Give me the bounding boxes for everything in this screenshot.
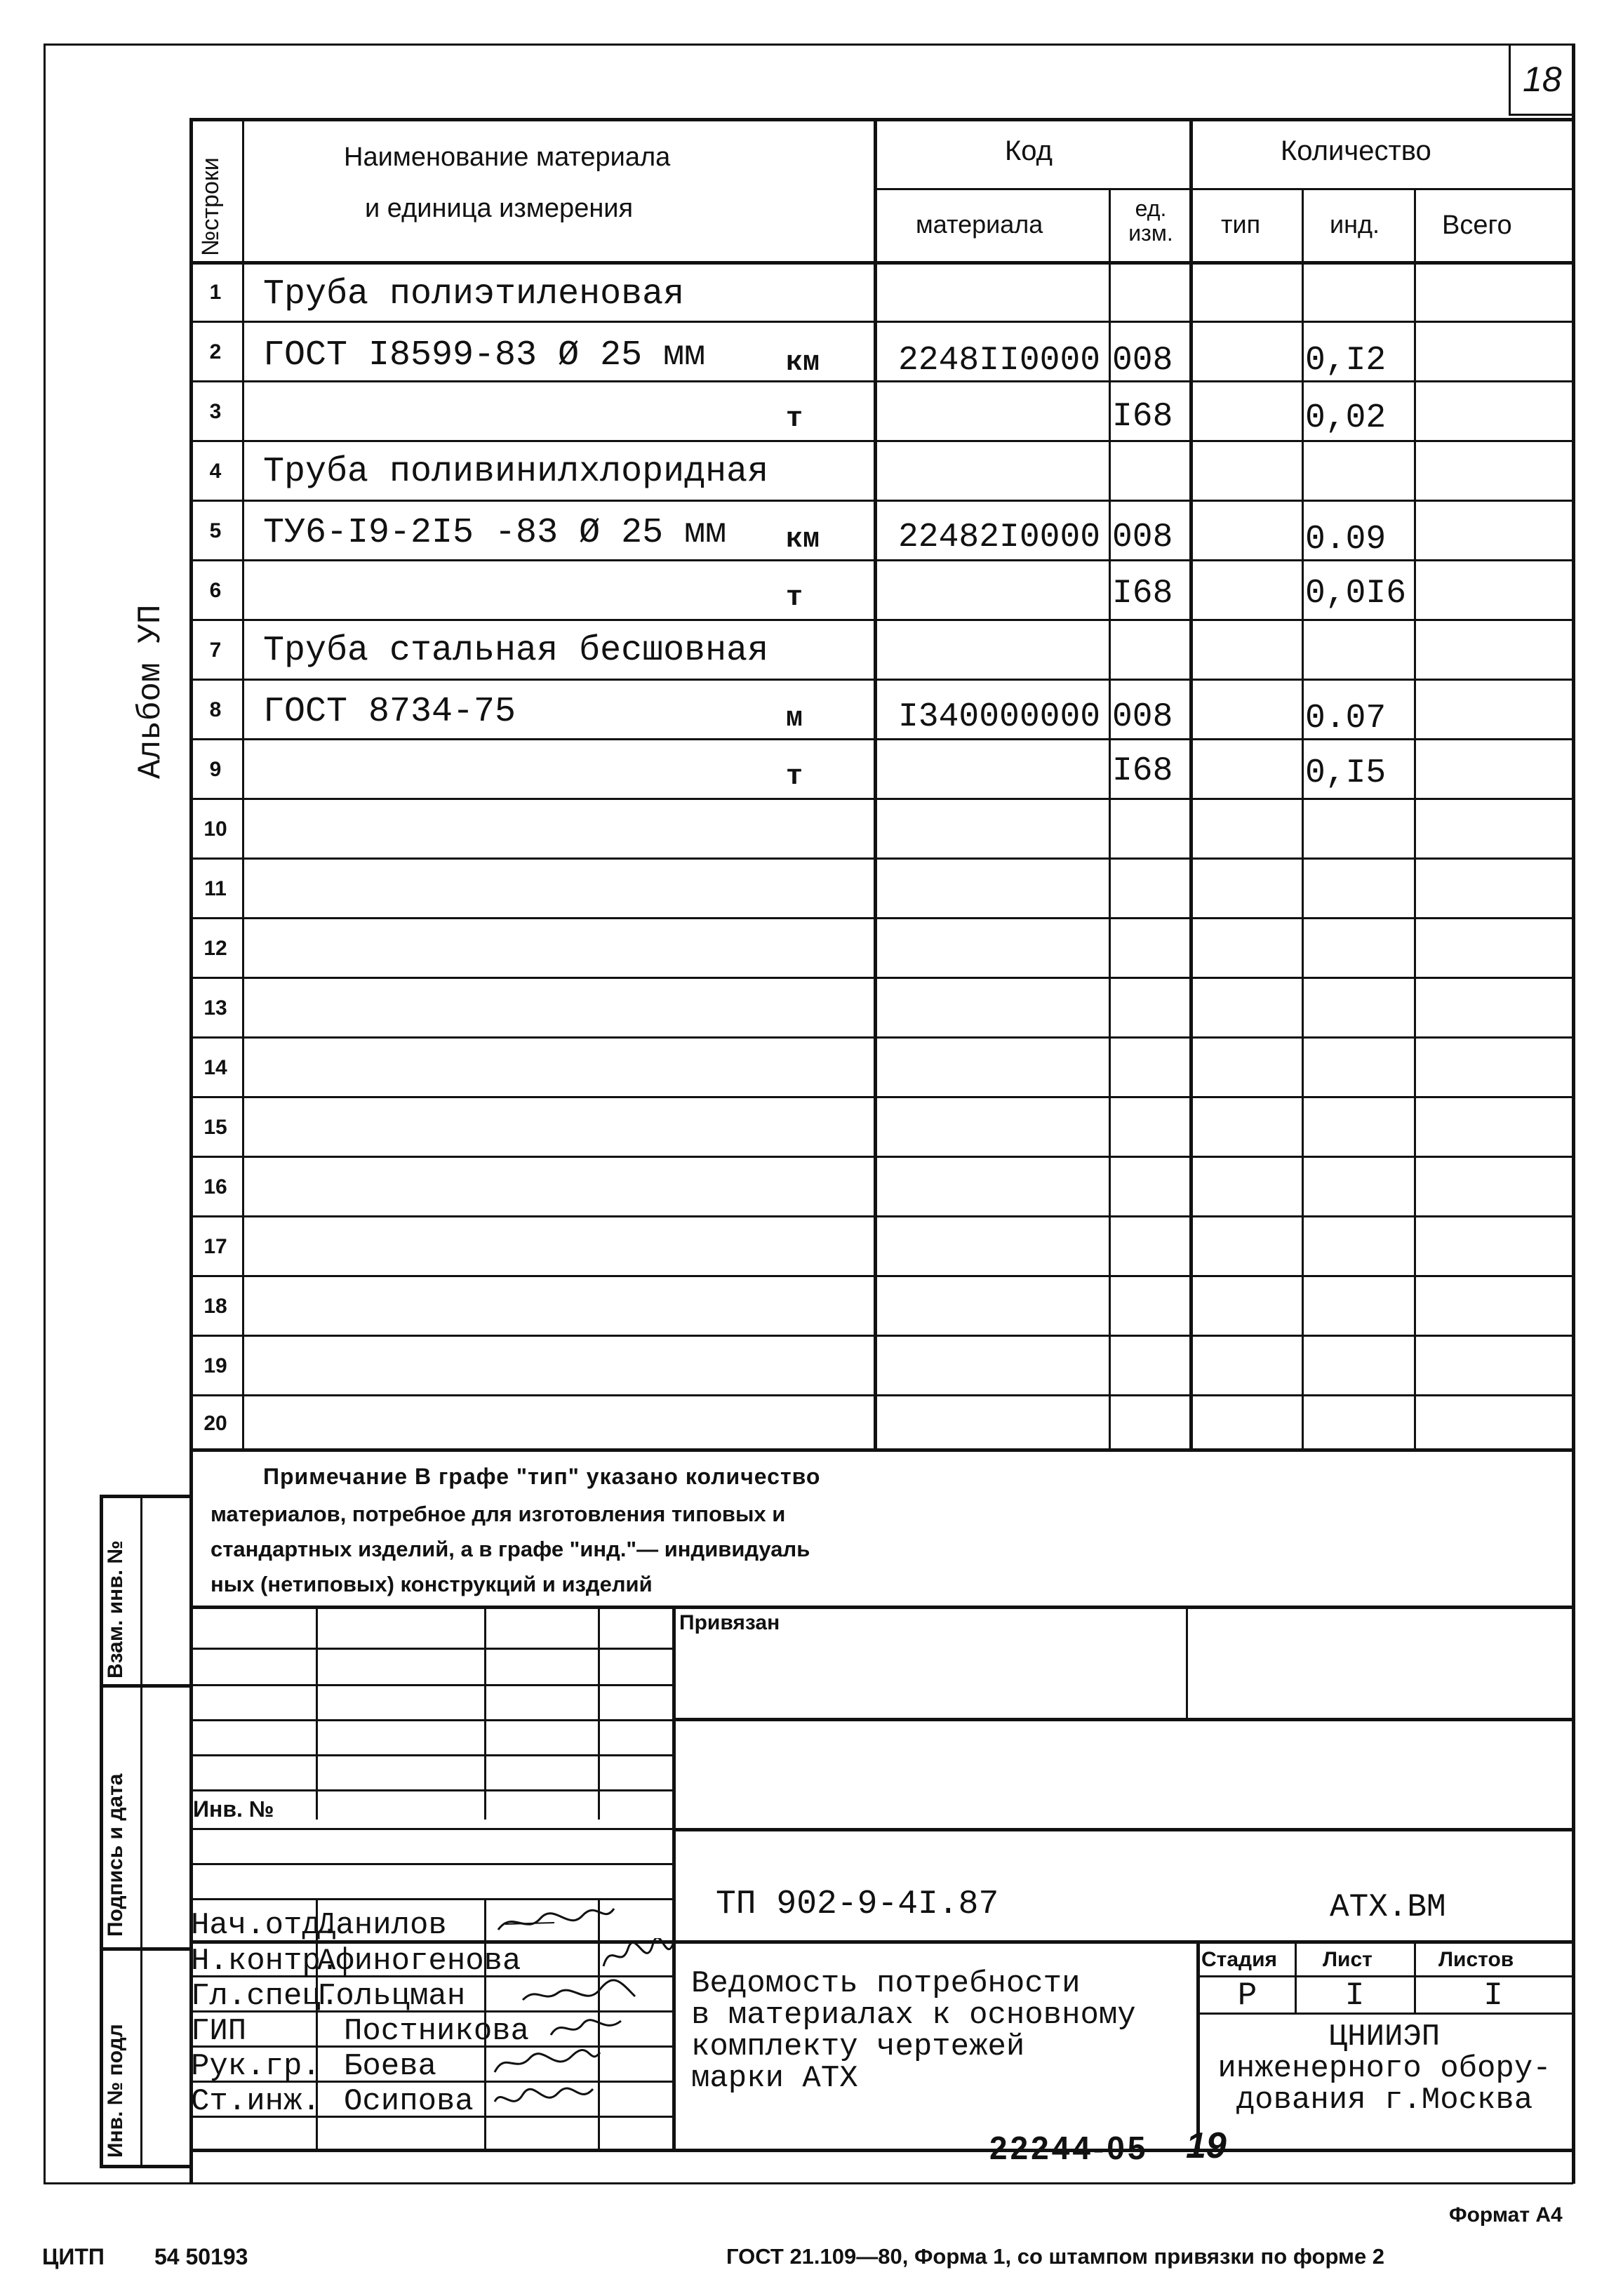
qty-type-header: тип xyxy=(1221,210,1261,239)
unit: м xyxy=(786,703,803,735)
staff-role: Ст.инж. xyxy=(191,2084,321,2119)
row-number: 2 xyxy=(209,340,222,363)
staff-name: Боева xyxy=(344,2049,437,2084)
signature-date-label: Подпись и дата xyxy=(104,1773,127,1937)
row-number: 19 xyxy=(203,1354,227,1377)
signature-postnikova xyxy=(547,2010,625,2045)
document-title-line-2: в материалах к основному xyxy=(691,1998,1136,2033)
sheet-label: Лист xyxy=(1323,1948,1373,1971)
note-line-1: Примечание В графе "тип" указано количество xyxy=(263,1464,821,1489)
row-number: 5 xyxy=(209,519,222,542)
stage-label: Стадия xyxy=(1201,1948,1278,1971)
material-name: Труба стальная бесшовная xyxy=(263,631,769,671)
sheets-value: I xyxy=(1483,1977,1503,2014)
code-unit-header: ед. изм. xyxy=(1128,196,1173,246)
unit-code: I68 xyxy=(1112,752,1173,790)
row-number: 20 xyxy=(203,1412,227,1435)
unit-code: 008 xyxy=(1112,519,1173,556)
signature-danilov xyxy=(491,1903,617,1942)
qty-ind: 0.09 xyxy=(1305,521,1387,559)
organization-line-3: дования г.Москва xyxy=(1236,2083,1533,2118)
code-header: Код xyxy=(1005,135,1053,166)
material-code: 22482I0000 xyxy=(898,519,1101,556)
material-code: 2248II0000 xyxy=(898,342,1101,380)
unit: т xyxy=(786,403,803,435)
document-mark: АТХ.ВМ xyxy=(1330,1889,1446,1925)
code-material-header: материала xyxy=(916,210,1043,239)
row-number: 6 xyxy=(209,579,222,602)
row-number: 1 xyxy=(209,281,222,304)
unit-code: I68 xyxy=(1112,398,1173,436)
quantity-header: Количество xyxy=(1281,135,1431,166)
row-number: 7 xyxy=(209,639,222,662)
vzam-inv-label: Взам. инв. № xyxy=(104,1540,127,1678)
qty-ind: 0,02 xyxy=(1305,399,1387,437)
material-name: Труба полиэтиленовая xyxy=(263,274,685,314)
document-title-line-3: комплекту чертежей xyxy=(691,2029,1025,2064)
staff-role: Нач.отд. xyxy=(191,1908,340,1943)
sheet-corner-number: 18 xyxy=(1523,60,1562,99)
qty-total-header: Всего xyxy=(1442,211,1512,240)
album-label: Альбом УП xyxy=(133,604,169,779)
unit-code: I68 xyxy=(1112,575,1173,613)
privyazan-label: Привязан xyxy=(679,1611,780,1634)
inv-original-label: Инв. № подл xyxy=(104,2024,127,2158)
name-header-line1: Наименование материала xyxy=(344,142,671,172)
sheets-label: Листов xyxy=(1438,1948,1514,1971)
material-name: ТУ6-I9-2I5 -83 Ø 25 мм xyxy=(263,513,727,553)
row-number: 14 xyxy=(203,1056,227,1079)
row-number: 18 xyxy=(203,1295,227,1318)
staff-name: Афиногенова xyxy=(317,1944,521,1979)
signature-boeva xyxy=(491,2045,603,2081)
sheet-value: I xyxy=(1344,1977,1365,2014)
staff-role: Н.контр. xyxy=(191,1944,340,1979)
unit: т xyxy=(786,761,803,793)
material-code: I340000000 xyxy=(898,698,1101,736)
row-number-header: №строки xyxy=(197,157,224,256)
staff-role: Гл.спец. xyxy=(191,1979,340,2014)
staff-name: Осипова xyxy=(344,2084,474,2119)
qty-ind: 0,I2 xyxy=(1305,342,1387,380)
stage-value: Р xyxy=(1237,1977,1257,2014)
row-number: 4 xyxy=(209,460,222,483)
archive-number: 22244-05 xyxy=(989,2130,1149,2166)
staff-role: ГИП xyxy=(191,2014,247,2049)
note-line-3: стандартных изделий, а в графе "инд."— индивидуаль xyxy=(211,1537,810,1561)
signature-osipova xyxy=(491,2081,596,2116)
footer-gost: ГОСТ 21.109—80, Форма 1, со штампом привязки по форме 2 xyxy=(726,2244,1385,2269)
qty-ind: 0.07 xyxy=(1305,700,1387,737)
format-label: Формат А4 xyxy=(1449,2203,1563,2227)
organization-line-1: ЦНИИЭП xyxy=(1328,2020,1441,2055)
staff-name: Гольцман xyxy=(317,1979,466,2014)
footer-org: ЦИТП xyxy=(42,2244,105,2269)
document-title-line-4: марки АТХ xyxy=(691,2061,858,2096)
material-name: Труба поливинилхлоридная xyxy=(263,452,769,492)
row-number: 16 xyxy=(203,1175,227,1199)
row-number: 15 xyxy=(203,1116,227,1139)
row-number: 9 xyxy=(209,758,222,781)
row-number: 3 xyxy=(209,400,222,423)
note-line-4: ных (нетиповых) конструкций и изделий xyxy=(211,1572,653,1596)
document-code: ТП 902-9-4I.87 xyxy=(716,1885,999,1923)
qty-ind: 0,I5 xyxy=(1305,754,1387,792)
inv-no-label: Инв. № xyxy=(193,1796,274,1822)
qty-ind-header: инд. xyxy=(1330,210,1380,239)
row-number: 17 xyxy=(203,1235,227,1258)
name-header-line2: и единица измерения xyxy=(365,194,634,223)
material-name: ГОСТ I8599-83 Ø 25 мм xyxy=(263,335,706,375)
archive-page: 19 xyxy=(1186,2125,1227,2166)
material-name: ГОСТ 8734-75 xyxy=(263,692,516,732)
document-title-line-1: Ведомость потребности xyxy=(691,1966,1081,2001)
signature-goltsman xyxy=(516,1975,642,2014)
footer-number: 54 50193 xyxy=(154,2244,248,2269)
organization-line-2: инженерного обору- xyxy=(1217,2051,1551,2086)
staff-name: Постникова xyxy=(344,2014,530,2049)
unit: км xyxy=(786,524,820,556)
note-line-2: материалов, потребное для изготовления типовых и xyxy=(211,1502,786,1526)
unit-code: 008 xyxy=(1112,342,1173,380)
row-number: 10 xyxy=(203,817,227,841)
unit-code: 008 xyxy=(1112,698,1173,736)
signature-afinogenova xyxy=(600,1938,677,1977)
row-number: 11 xyxy=(204,877,227,900)
qty-ind: 0,0I6 xyxy=(1305,575,1407,613)
unit: т xyxy=(786,582,803,614)
row-number: 8 xyxy=(209,698,222,721)
row-number: 13 xyxy=(203,996,227,1020)
unit: км xyxy=(786,347,820,379)
staff-role: Рук.гр. xyxy=(191,2049,321,2084)
row-number: 12 xyxy=(203,937,227,960)
staff-name: Данилов xyxy=(317,1908,447,1943)
